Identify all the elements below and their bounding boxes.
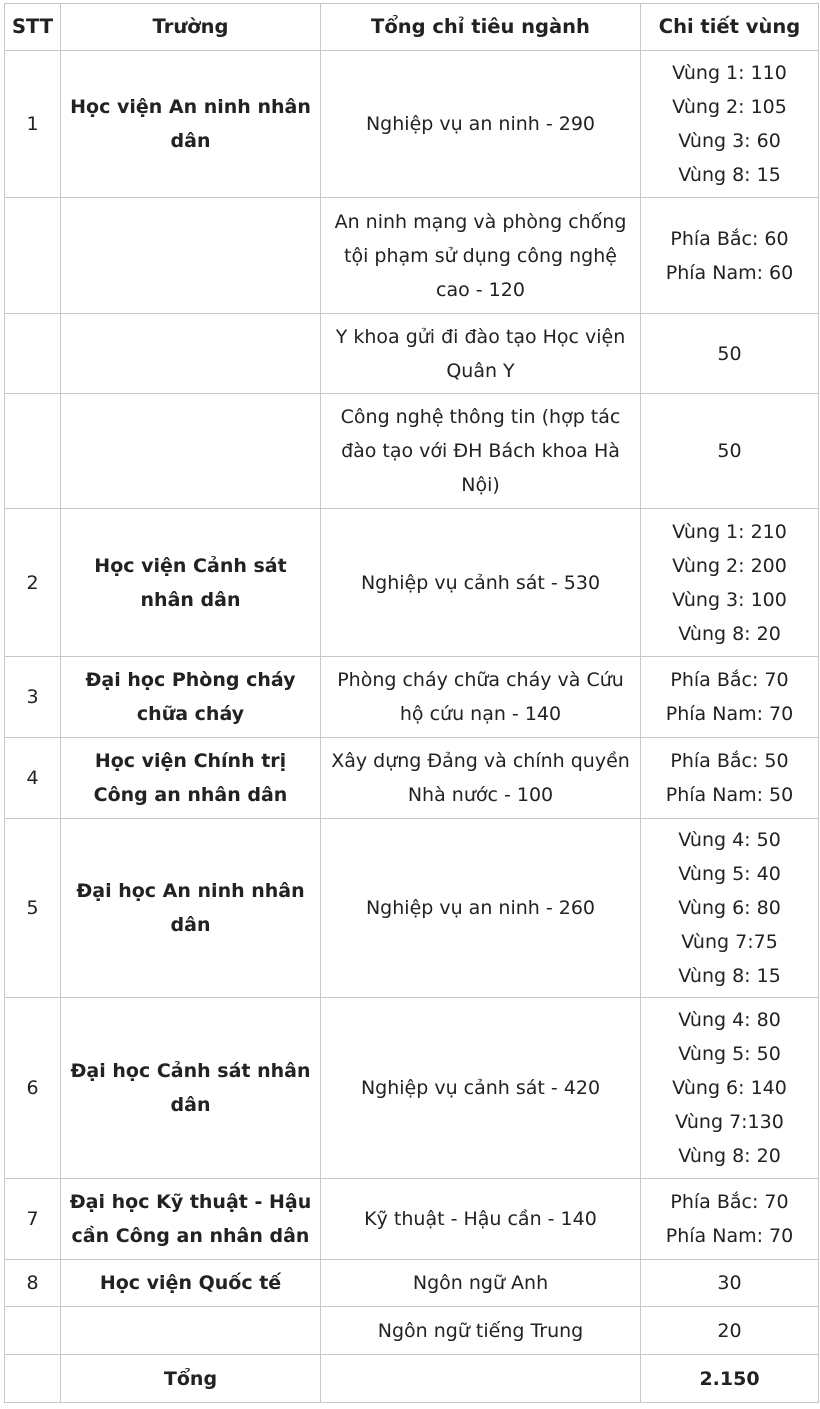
table-row: [5, 738, 819, 819]
table-row: [5, 198, 819, 314]
region-line: Vùng 4: 80: [678, 1009, 781, 1031]
cell-region: [641, 657, 819, 738]
admission-quota-table: [4, 3, 819, 1403]
total-stt-empty: [5, 1355, 61, 1403]
region-line: Vùng 6: 140: [672, 1077, 787, 1099]
region-line: Phía Nam: 60: [665, 261, 794, 284]
cell-stt: 6: [5, 998, 61, 1179]
region-line: Vùng 5: 50: [678, 1043, 781, 1065]
bottom-edge: [0, 1403, 820, 1409]
cell-stt: [5, 1307, 61, 1355]
cell-region: [641, 51, 819, 198]
region-line: Vùng 8: 15: [678, 164, 781, 186]
region-line: 30: [717, 1272, 742, 1294]
cell-stt: 3: [5, 657, 61, 738]
cell-quota: Xây dựng Đảng và chính quyền Nhà nước - 100: [321, 738, 641, 819]
table-row: [5, 657, 819, 738]
region-line: Vùng 2: 105: [672, 96, 787, 118]
region-line: 50: [717, 342, 742, 365]
cell-region: [641, 1307, 819, 1355]
cell-quota: Nghiệp vụ cảnh sát - 420: [321, 998, 641, 1179]
header-row: [5, 4, 819, 51]
cell-quota: Nghiệp vụ an ninh - 260: [321, 819, 641, 998]
cell-stt: 8: [5, 1260, 61, 1307]
cell-quota: Nghiệp vụ cảnh sát - 530: [321, 509, 641, 657]
region-line: Vùng 6: 80: [678, 897, 781, 919]
region-line: Vùng 8: 20: [678, 622, 781, 645]
header-stt: STT: [5, 4, 61, 51]
header-quota: Tổng chỉ tiêu ngành: [321, 4, 641, 51]
cell-quota: Kỹ thuật - Hậu cần - 140: [321, 1179, 641, 1260]
region-line: Vùng 2: 200: [672, 554, 787, 577]
cell-quota: Ngôn ngữ Anh: [321, 1260, 641, 1307]
region-line: Vùng 3: 100: [672, 588, 787, 611]
cell-stt: 7: [5, 1179, 61, 1260]
cell-school: Học viện Cảnh sát nhân dân: [61, 509, 321, 657]
cell-school: Đại học Cảnh sát nhân dân: [61, 998, 321, 1179]
cell-school: Đại học An ninh nhân dân: [61, 819, 321, 998]
region-line: Phía Nam: 70: [665, 1225, 794, 1247]
cell-region: [641, 819, 819, 998]
cell-stt: [5, 314, 61, 394]
table-row: [5, 509, 819, 657]
cell-region: [641, 509, 819, 657]
total-label: Tổng: [61, 1355, 321, 1403]
cell-quota: Ngôn ngữ tiếng Trung: [321, 1307, 641, 1355]
region-line: Vùng 8: 15: [678, 965, 781, 987]
table-row: [5, 314, 819, 394]
cell-region: [641, 314, 819, 394]
region-line: Phía Bắc: 70: [670, 669, 789, 691]
cell-school: Học viện Quốc tế: [61, 1260, 321, 1307]
cell-school: Đại học Phòng cháy chữa cháy: [61, 657, 321, 738]
region-line: Vùng 8: 20: [678, 1145, 781, 1167]
cell-school: Học viện Chính trị Công an nhân dân: [61, 738, 321, 819]
cell-quota: Phòng cháy chữa cháy và Cứu hộ cứu nạn - 140: [321, 657, 641, 738]
region-line: Vùng 5: 40: [678, 863, 781, 885]
region-line: Vùng 7:130: [675, 1111, 784, 1133]
table-row: [5, 394, 819, 509]
cell-stt: 2: [5, 509, 61, 657]
region-line: Phía Nam: 50: [665, 784, 794, 806]
cell-school: [61, 394, 321, 509]
cell-region: [641, 394, 819, 509]
table-body: [5, 51, 819, 1403]
cell-school: [61, 198, 321, 314]
region-line: Phía Nam: 70: [665, 703, 794, 725]
cell-school: Học viện An ninh nhân dân: [61, 51, 321, 198]
cell-stt: [5, 394, 61, 509]
region-line: Vùng 3: 60: [678, 130, 781, 152]
cell-school: [61, 1307, 321, 1355]
table-row: [5, 1260, 819, 1307]
table-row: [5, 51, 819, 198]
cell-school: [61, 314, 321, 394]
region-line: Phía Bắc: 60: [670, 227, 789, 250]
cell-stt: 5: [5, 819, 61, 998]
region-line: 20: [717, 1319, 742, 1342]
region-line: 50: [717, 440, 742, 462]
table-row: [5, 1179, 819, 1260]
header-region: Chi tiết vùng: [641, 4, 819, 51]
cell-quota: An ninh mạng và phòng chống tội phạm sử dụng công nghệ cao - 120: [321, 198, 641, 314]
cell-quota: Nghiệp vụ an ninh - 290: [321, 51, 641, 198]
cell-school: Đại học Kỹ thuật - Hậu cần Công an nhân dân: [61, 1179, 321, 1260]
region-line: Vùng 1: 210: [672, 520, 787, 543]
region-line: Vùng 1: 110: [672, 62, 787, 84]
cell-stt: 4: [5, 738, 61, 819]
cell-quota: Y khoa gửi đi đào tạo Học viện Quân Y: [321, 314, 641, 394]
cell-region: [641, 1179, 819, 1260]
cell-stt: 1: [5, 51, 61, 198]
table-row: [5, 998, 819, 1179]
total-quota-empty: [321, 1355, 641, 1403]
cell-stt: [5, 198, 61, 314]
table-row: [5, 819, 819, 998]
table-row: [5, 1307, 819, 1355]
cell-region: [641, 998, 819, 1179]
region-line: Phía Bắc: 70: [670, 1191, 789, 1213]
header-school: Trường: [61, 4, 321, 51]
total-row: [5, 1355, 819, 1403]
cell-region: [641, 198, 819, 314]
cell-region: [641, 738, 819, 819]
region-line: Vùng 7:75: [681, 931, 778, 953]
cell-quota: Công nghệ thông tin (hợp tác đào tạo với ĐH Bách khoa Hà Nội): [321, 394, 641, 509]
region-line: Phía Bắc: 50: [670, 750, 789, 772]
cell-region: [641, 1260, 819, 1307]
total-value: 2.150: [641, 1355, 819, 1403]
region-line: Vùng 4: 50: [678, 829, 781, 851]
